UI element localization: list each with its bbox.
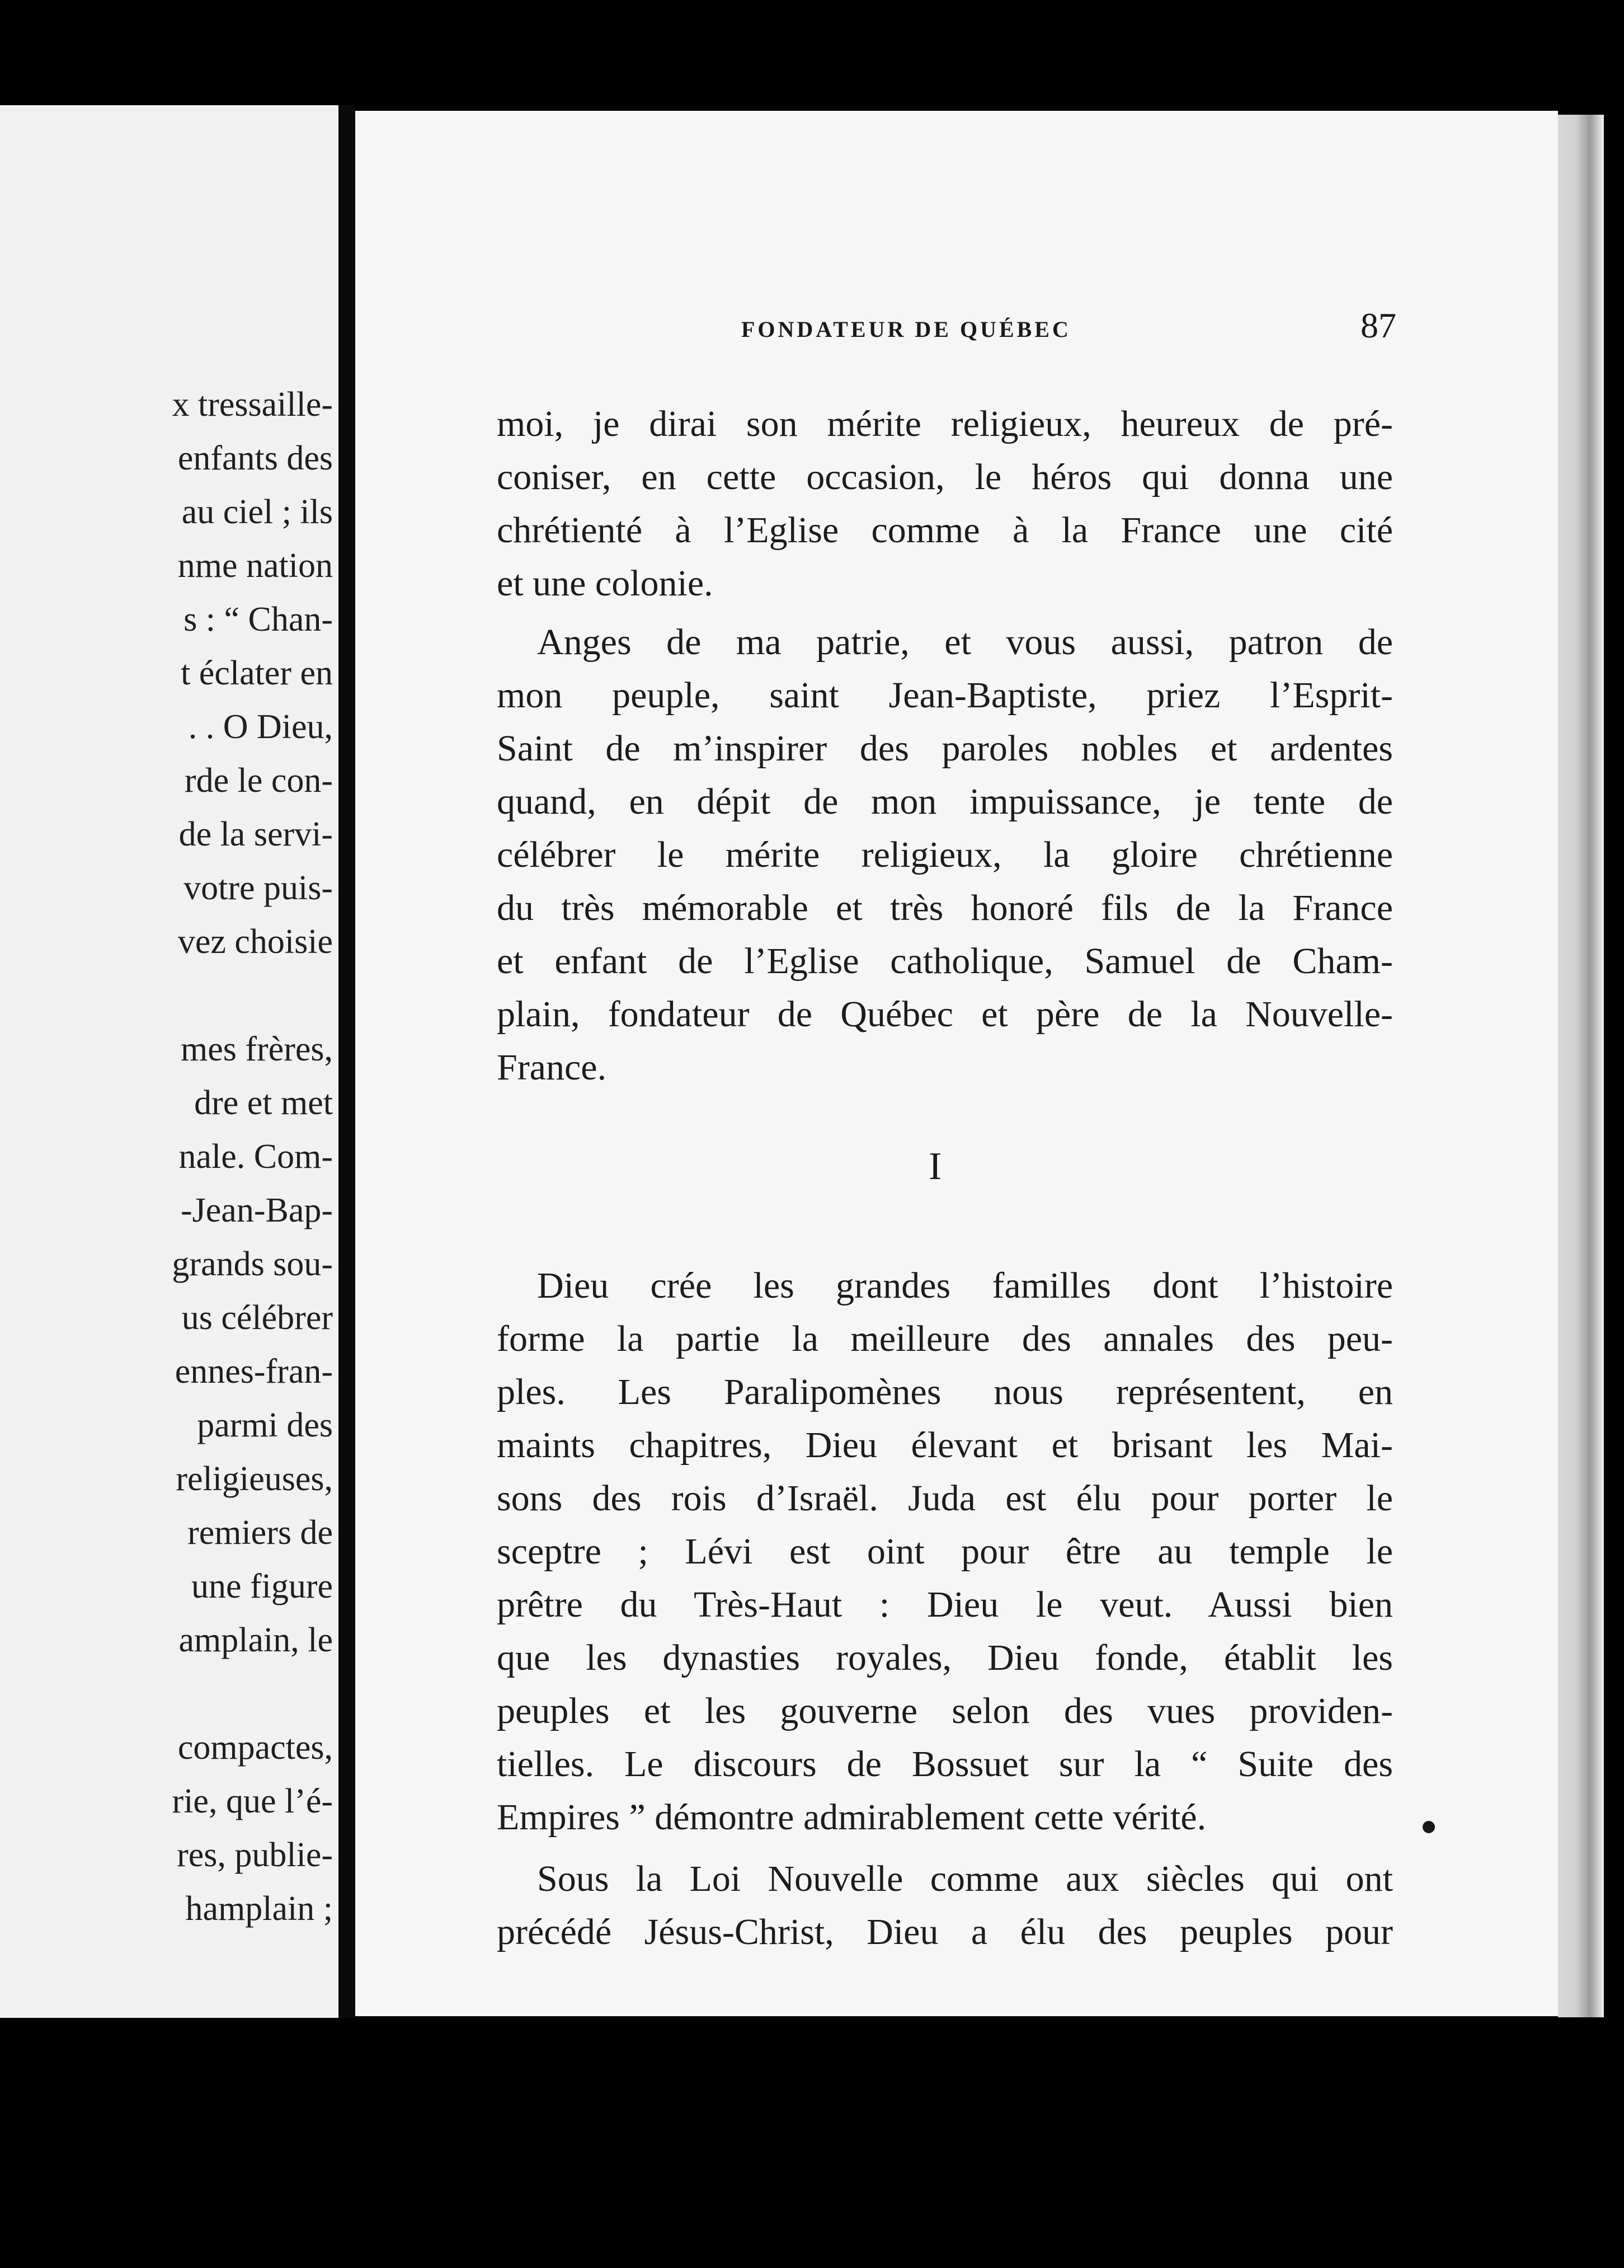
left-page-line: religieuses,: [176, 1460, 333, 1498]
section-numeral: I: [929, 1145, 942, 1188]
left-page-line: . . O Dieu,: [188, 708, 333, 746]
left-page-line: une figure: [191, 1567, 333, 1605]
left-page-line: us célébrer: [181, 1299, 333, 1337]
left-page-line: rie, que l’é-: [172, 1782, 333, 1820]
left-page-line: s : “ Chan-: [183, 600, 333, 638]
book-gutter: [338, 105, 355, 2018]
ink-blot: [1423, 1821, 1435, 1833]
text-line: sceptre ; Lévi est oint pour être au temple le: [497, 1531, 1393, 1572]
text-line: moi, je dirai son mérite religieux, heureux de pré-: [497, 403, 1393, 444]
left-page-line: dre et met: [194, 1084, 333, 1122]
left-page-line: t éclater en: [181, 654, 333, 692]
left-page-line: mes frères,: [181, 1030, 333, 1068]
text-line: Saint de m’inspirer des paroles nobles et ardentes: [497, 728, 1393, 769]
text-line: forme la partie la meilleure des annales des peu-: [497, 1318, 1393, 1359]
left-page-line: votre puis-: [183, 869, 333, 907]
text-line: du très mémorable et très honoré fils de la France: [497, 888, 1393, 928]
left-page-line: nale. Com-: [178, 1138, 333, 1176]
text-line: que les dynasties royales, Dieu fonde, établit les: [497, 1637, 1393, 1678]
page-edge: [1558, 115, 1604, 2017]
text-line: et enfant de l’Eglise catholique, Samuel de Cham-: [497, 941, 1393, 982]
left-page-line: vez choisie: [177, 923, 333, 961]
left-page: [0, 105, 338, 2018]
page-number: 87: [1361, 306, 1396, 345]
left-page-line: au ciel ; ils: [181, 493, 333, 531]
left-page-line: parmi des: [197, 1406, 333, 1444]
left-page-line: rde le con-: [184, 762, 333, 800]
text-line: tielles. Le discours de Bossuet sur la “ Suite des: [497, 1744, 1393, 1785]
text-line: Sous la Loi Nouvelle comme aux siècles qui ont: [537, 1858, 1393, 1899]
text-line: mon peuple, saint Jean-Baptiste, priez l’Esprit-: [497, 675, 1393, 716]
text-line: Empires ” démontre admirablement cette vérité.: [497, 1797, 1207, 1838]
left-page-line: amplain, le: [178, 1621, 333, 1659]
text-line: et une colonie.: [497, 563, 713, 604]
text-line: peuples et les gouverne selon des vues providen-: [497, 1691, 1393, 1731]
left-page-line: nme nation: [177, 547, 333, 585]
left-page-line: de la servi-: [178, 815, 333, 853]
left-page-line: x tressaille-: [172, 386, 333, 424]
left-page-line: remiers de: [187, 1514, 333, 1552]
text-line: prêtre du Très-Haut : Dieu le veut. Aussi bien: [497, 1584, 1393, 1625]
left-page-line: compactes,: [177, 1729, 333, 1767]
left-page-line: -Jean-Bap-: [181, 1191, 333, 1229]
text-line: plain, fondateur de Québec et père de la Nouvelle-: [497, 994, 1393, 1035]
left-page-line: enfants des: [177, 439, 333, 477]
left-page-line: grands sou-: [172, 1245, 333, 1283]
left-page-line: ennes-fran-: [175, 1353, 333, 1391]
text-line: Dieu crée les grandes familles dont l’histoire: [537, 1265, 1393, 1306]
text-line: maints chapitres, Dieu élevant et brisant les Mai-: [497, 1425, 1393, 1466]
text-line: ples. Les Paralipomènes nous représentent, en: [497, 1372, 1393, 1412]
running-head: FONDATEUR DE QUÉBEC: [741, 317, 1071, 342]
text-line: sons des rois d’Israël. Juda est élu pour porter le: [497, 1478, 1393, 1519]
text-line: Anges de ma patrie, et vous aussi, patron de: [537, 622, 1393, 663]
text-line: célébrer le mérite religieux, la gloire chrétienne: [497, 834, 1393, 875]
left-page-line: hamplain ;: [185, 1890, 333, 1928]
text-line: précédé Jésus-Christ, Dieu a élu des peuples pour: [497, 1912, 1393, 1952]
left-page-line: res, publie-: [177, 1836, 333, 1874]
text-line: chrétienté à l’Eglise comme à la France une cité: [497, 510, 1393, 551]
text-line: quand, en dépit de mon impuissance, je tente de: [497, 781, 1393, 822]
text-line: coniser, en cette occasion, le héros qui donna une: [497, 457, 1393, 497]
text-line: France.: [497, 1047, 607, 1088]
